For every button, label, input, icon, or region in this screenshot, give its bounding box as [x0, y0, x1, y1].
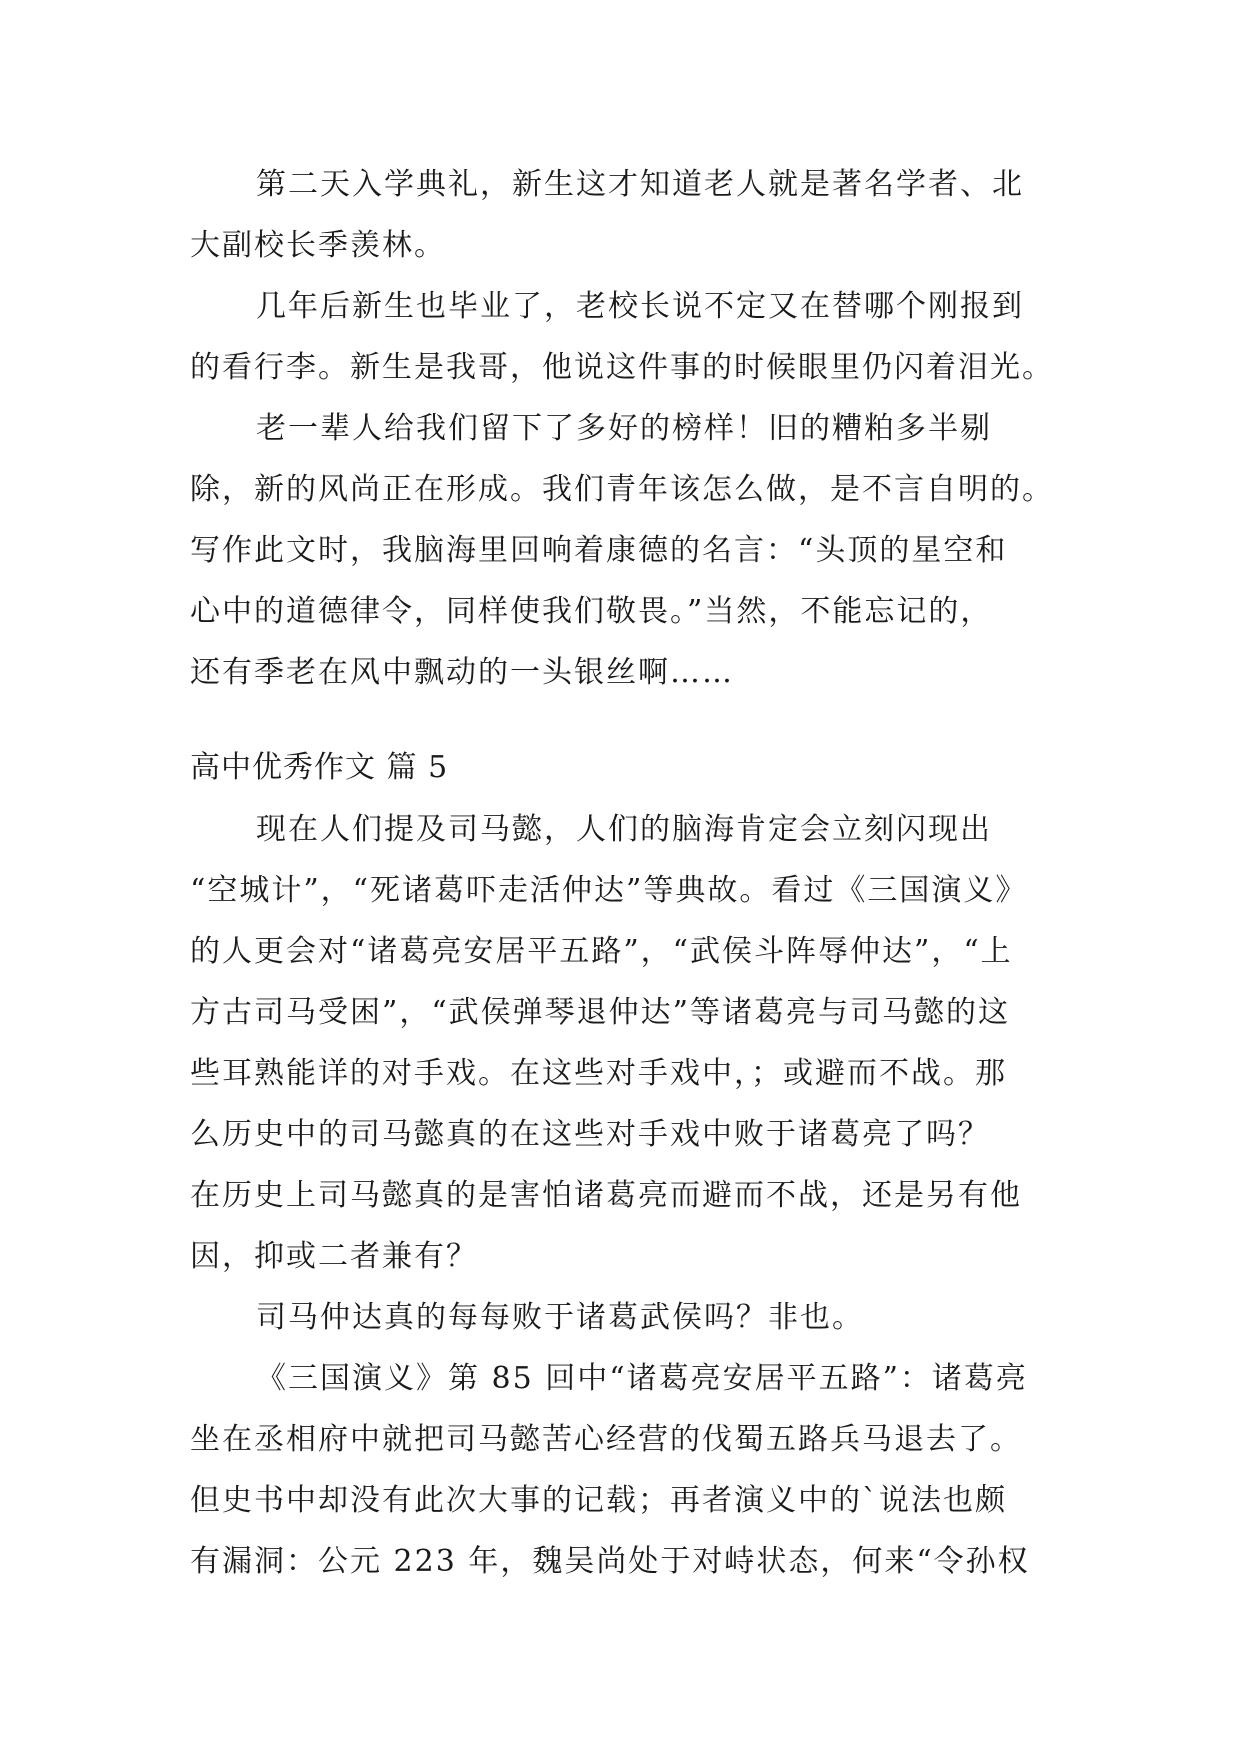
paragraph-line: 第二天入学典礼，新生这才知道老人就是著名学者、北 — [256, 167, 1024, 202]
paragraph-line: “空城计”，“死诸葛吓走活仲达”等典故。看过《三国演义》 — [190, 873, 1028, 908]
paragraph-line: 方古司马受困”，“武侯弹琴退仲达”等诸葛亮与司马懿的这 — [190, 995, 1011, 1030]
paragraph-line: 现在人们提及司马懿，人们的脑海肯定会立刻闪现出 — [256, 812, 992, 847]
paragraph-line: 坐在丞相府中就把司马懿苦心经营的伐蜀五路兵马退去了。 — [190, 1422, 1022, 1457]
paragraph-line: 《三国演义》第 85 回中“诸葛亮安居平五路”：诸葛亮 — [256, 1361, 1028, 1396]
paragraph-line: 司马仲达真的每每败于诸葛武侯吗？非也。 — [256, 1300, 864, 1335]
paragraph-line: 在历史上司马懿真的是害怕诸葛亮而避而不战，还是另有他 — [190, 1178, 1022, 1213]
paragraph-line: 的人更会对“诸葛亮安居平五路”，“武侯斗阵辱仲达”，“上 — [190, 934, 1013, 969]
paragraph-line: 还有季老在风中飘动的一头银丝啊…… — [190, 655, 734, 690]
paragraph-line: 些耳熟能详的对手戏。在这些对手戏中，；或避而不战。那 — [190, 1056, 1007, 1091]
paragraph-line: 写作此文时，我脑海里回响着康德的名言：“头顶的星空和 — [190, 533, 1008, 568]
paragraph-line: 但史书中却没有此次大事的记载；再者演义中的`说法也颇 — [190, 1483, 1007, 1518]
paragraph-line: 几年后新生也毕业了，老校长说不定又在替哪个刚报到 — [256, 289, 1024, 324]
section-heading: 高中优秀作文 篇 5 — [190, 750, 449, 785]
paragraph-line: 么历史中的司马懿真的在这些对手戏中败于诸葛亮了吗？ — [190, 1117, 990, 1152]
paragraph-line: 因，抑或二者兼有？ — [190, 1239, 478, 1274]
paragraph-line: 的看行李。新生是我哥，他说这件事的时候眼里仍闪着泪光。 — [190, 350, 1054, 385]
paragraph-line: 有漏洞：公元 223 年，魏吴尚处于对峙状态，何来“令孙权 — [190, 1544, 1030, 1579]
paragraph-line: 大副校长季羡林。 — [190, 228, 446, 263]
paragraph-line: 心中的道德律令，同样使我们敬畏。”当然，不能忘记的， — [190, 594, 993, 629]
paragraph-line: 老一辈人给我们留下了多好的榜样！旧的糟粕多半剔 — [256, 411, 992, 446]
paragraph-line: 除，新的风尚正在形成。我们青年该怎么做，是不言自明的。 — [190, 472, 1054, 507]
